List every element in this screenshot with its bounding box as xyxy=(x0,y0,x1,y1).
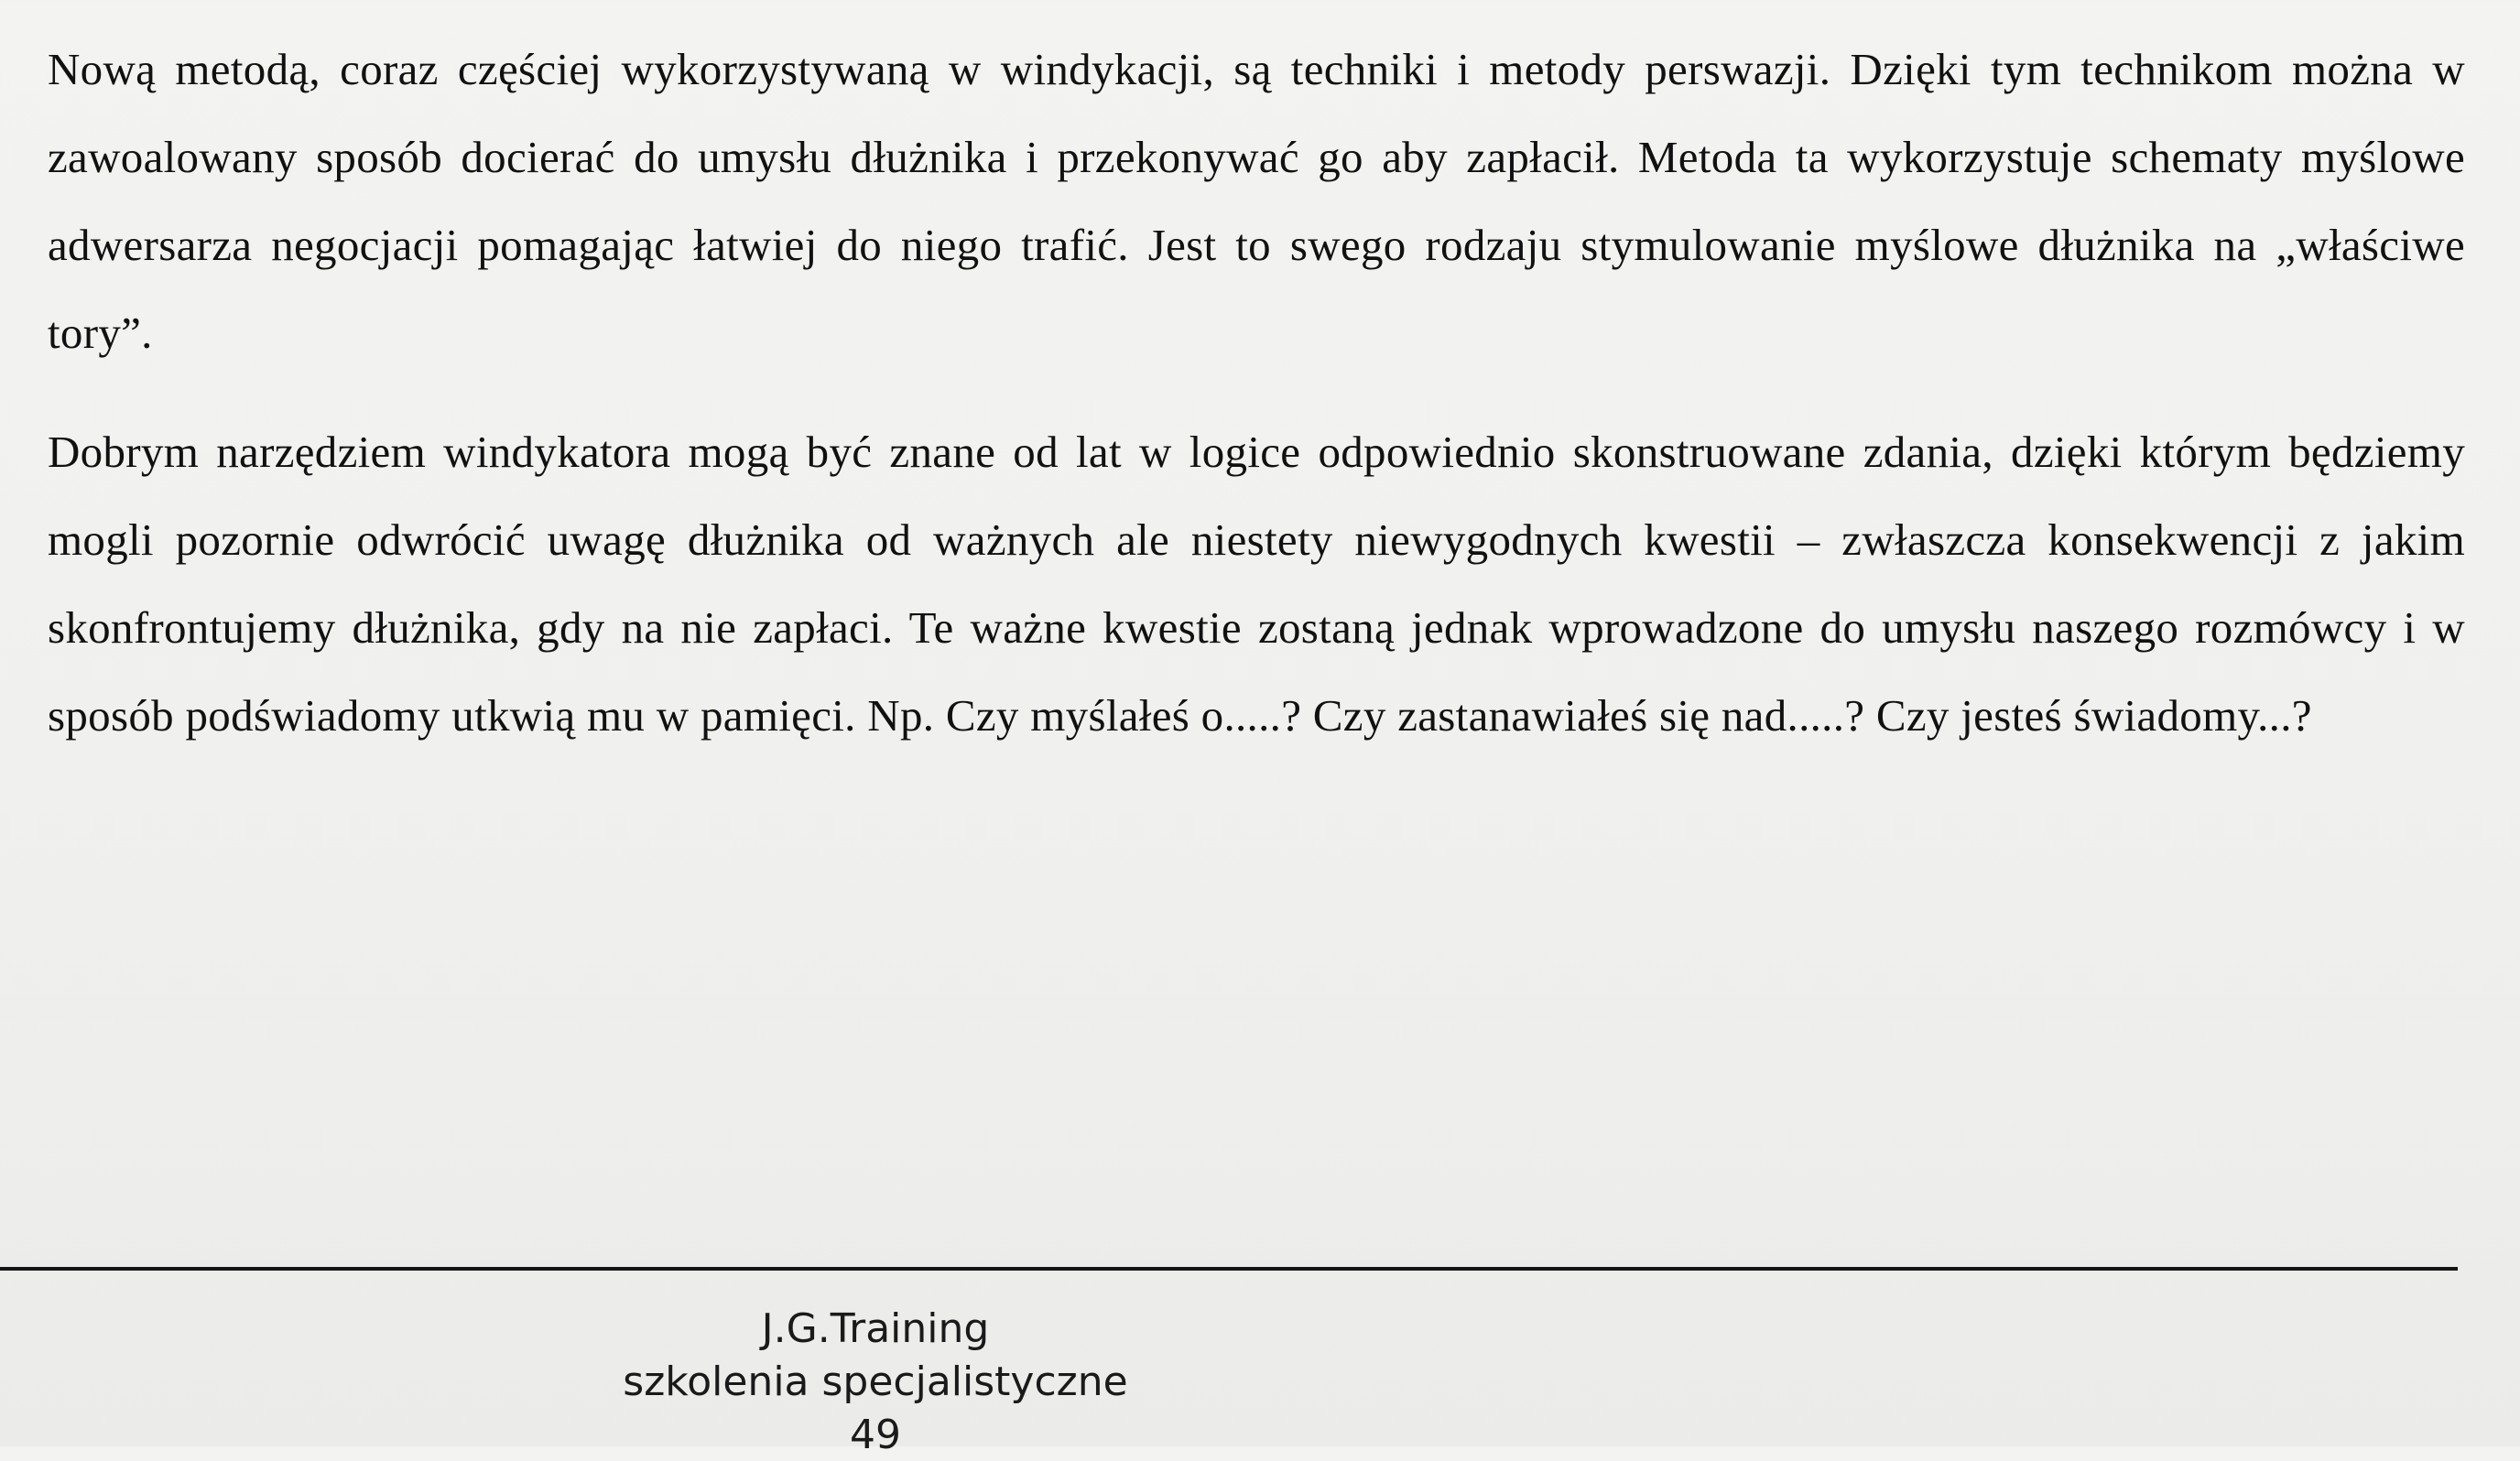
footer-organization: J.G.Training xyxy=(761,1305,990,1352)
paragraph-persuasion-methods: Nową metodą, coraz częściej wykorzystywaną w windykacji, są techniki i metody perswazji. Dzięki tym technikom można w zawoalowany sposób docierać do umysłu dłużnika i przekonywać go aby zapłacił. Metoda ta wykorzystuje schematy myślowe adwersarza negocjacji pomagając łatwiej do niego trafić. Jest to swego rodzaju stymulowanie myślowe dłużnika na „właściwe tory”. xyxy=(48,44,2465,358)
page-number: 49 xyxy=(850,1412,901,1458)
footer-divider xyxy=(0,1267,2458,1271)
paragraph-logic-sentences: Dobrym narzędziem windykatora mogą być znane od lat w logice odpowiednio skonstruowane zdania, dzięki którym będziemy mogli pozornie odwrócić uwagę dłużnika od ważnych ale niestety niewygodnych kwestii – zwłaszcza konsekwencji z jakim skonfrontujemy dłużnika, gdy na nie zapłaci. Te ważne kwestie zostaną jednak wprowadzone do umysłu naszego rozmówcy i w sposób podświadomy utkwią mu w pamięci. Np. Czy myślałeś o.....? Czy zastanawiałeś się nad.....? Czy jesteś świadomy...? xyxy=(48,427,2465,741)
footer-subtitle: szkolenia specjalistyczne xyxy=(623,1358,1128,1405)
